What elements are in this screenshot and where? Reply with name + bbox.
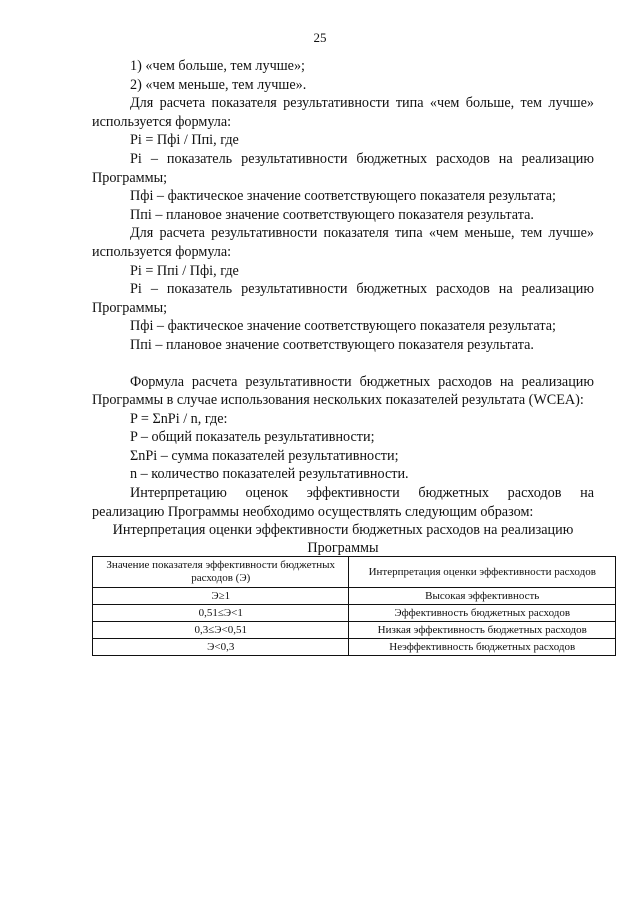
table-row xyxy=(93,639,616,656)
table-cell: 0,51≤Э<1 xyxy=(93,605,349,622)
paragraph: P – общий показатель результативности; xyxy=(130,429,375,446)
table-header-row xyxy=(93,557,616,588)
paragraph: ΣnPi – сумма показателей результативности; xyxy=(130,447,399,464)
formula: Pi = Ппi / Пфi, где xyxy=(130,262,239,279)
paragraph-gap xyxy=(92,355,594,373)
table-cell: Э≥1 xyxy=(93,588,349,605)
list-item: 2) «чем меньше, тем лучше». xyxy=(130,76,307,93)
table-row xyxy=(93,588,616,605)
paragraph: Pi – показатель результативности бюджетных расходов на реализацию Программы; xyxy=(92,150,594,186)
paragraph: Для расчета результативности показателя типа «чем меньше, тем лучше» используется формула: xyxy=(92,225,594,260)
paragraph: n – количество показателей результативности. xyxy=(130,466,409,483)
page-number: 25 xyxy=(313,30,327,45)
formula: Pi = Пфi / Ппi, где xyxy=(130,132,239,149)
paragraph: Интерпретацию оценок эффективности бюджетных расходов на реализацию Программы необходимо осуществлять следующим образом: xyxy=(92,485,594,520)
table-header-cell: Интерпретация оценки эффективности расходов xyxy=(349,557,616,588)
paragraph: Pi – показатель результативности бюджетных расходов на реализацию Программы; xyxy=(92,281,594,316)
table-caption: Интерпретация оценки эффективности бюджетных расходов на реализацию Программы xyxy=(112,522,574,557)
table-cell: Э<0,3 xyxy=(93,639,349,656)
paragraph: Пфi – фактическое значение соответствующего показателя результата; xyxy=(130,188,556,205)
table-header-cell: Значение показателя эффективности бюджетных расходов (Э) xyxy=(93,557,349,588)
table-row xyxy=(93,605,616,622)
paragraph: Ппi – плановое значение соответствующего показателя результата. xyxy=(130,336,534,353)
table-cell: Низкая эффективность бюджетных расходов xyxy=(349,622,616,639)
table-cell: Неэффективность бюджетных расходов xyxy=(349,639,616,656)
table-cell: Высокая эффективность xyxy=(349,588,616,605)
table-row xyxy=(93,622,616,639)
table-cell: Эффективность бюджетных расходов xyxy=(349,605,616,622)
paragraph: Пфi – фактическое значение соответствующего показателя результата; xyxy=(130,318,556,335)
paragraph: Ппi – плановое значение соответствующего показателя результата. xyxy=(130,206,534,223)
document-body xyxy=(92,57,594,557)
paragraph: Для расчета показателя результативности типа «чем больше, тем лучше» используется формула: xyxy=(92,95,594,130)
paragraph: Формула расчета результативности бюджетных расходов на реализацию Программы в случае использования нескольких показателей результата (WCEA): xyxy=(92,373,594,409)
formula: P = ΣnPi / n, где: xyxy=(130,410,228,427)
efficiency-table xyxy=(92,556,616,656)
list-item: 1) «чем больше, тем лучше»; xyxy=(130,58,305,74)
table-cell: 0,3≤Э<0,51 xyxy=(93,622,349,639)
